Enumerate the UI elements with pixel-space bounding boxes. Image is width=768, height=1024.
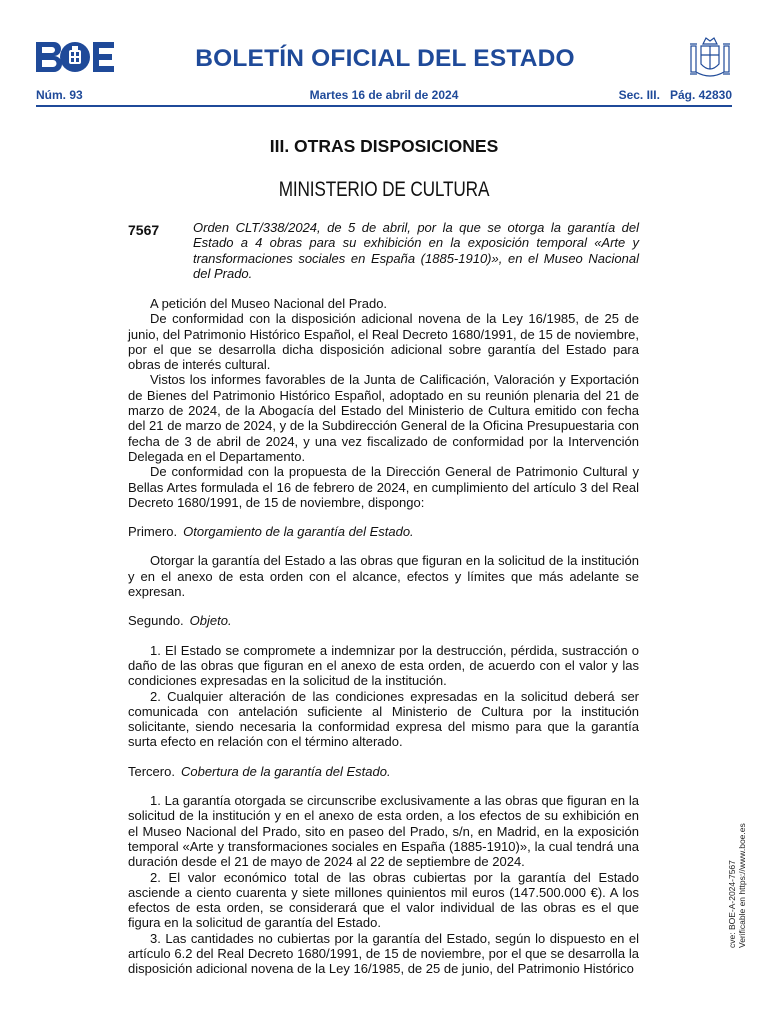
paragraph: 1. La garantía otorgada se circunscribe exclusivamente a las obras que figuran en la solicitud de la institución y en el anexo de esta orden, a los efectos de su exhibición en el Museo Nacional del Prado, sito en paseo del Prado, s/n, en Madrid, en la exposición temporal «Arte y transformaciones sociales en España (1885-1910)», la cual tendrá una duración desde el 21 de mayo de 2024 al 22 de septiembre de 2024. [128,793,639,870]
document-summary: Orden CLT/338/2024, de 5 de abril, por la que se otorga la garantía del Estado a 4 obras para su exhibición en la exposición temporal «Arte y transformaciones sociales en España (1885-1910)», en el Museo Nacional del Prado. [193,220,639,281]
article-title: Objeto. [189,613,232,629]
paragraph: A petición del Museo Nacional del Prado. [150,296,388,311]
verification-note [727,823,747,948]
bulletin-title: BOLETÍN OFICIAL DEL ESTADO [195,45,575,72]
article-heading [128,524,639,539]
page-number: Pág. 42830 [669,88,732,102]
boe-logo [36,42,114,72]
coat-of-arms-icon [689,36,731,80]
article-title: Otorgamiento de la garantía del Estado. [183,524,414,540]
issue-number: Núm. 93 [36,88,83,102]
paragraph: 1. El Estado se compromete a indemnizar por la destrucción, pérdida, sustracción o daño de las obras que figuran en el anexo de esta orden, de acuerdo con el valor y las condiciones expresadas en la solicitud de la institución. [128,642,639,689]
article-label: Primero. [128,524,178,540]
section-label: Sec. III. [618,88,660,102]
issue-date: Martes 16 de abril de 2024 [309,88,459,102]
paragraph: 3. Las cantidades no cubiertas por la garantía del Estado, según lo dispuesto en el artículo 6.2 del Real Decreto 1680/1991, de 15 de noviembre, por el que se desarrolla la disposición adicional novena de la Ley 16/1985, de 25 de junio, del Patrimonio Histórico [128,930,639,977]
section-page [619,88,732,102]
paragraph: De conformidad con la propuesta de la Dirección General de Patrimonio Cultural y Bellas Artes formulada el 16 de febrero de 2024, en cumplimiento del artículo 3 del Real Decreto 1680/1991, de 15 de noviembre, dispongo: [128,464,639,510]
paragraph: Otorgar la garantía del Estado a las obras que figuran en la solicitud de la institución y en el anexo de esta orden con el alcance, efectos y límites que más adelante se expresan. [128,553,639,600]
header-rule [36,105,732,107]
paragraph: De conformidad con la disposición adicional novena de la Ley 16/1985, de 25 de junio, del Patrimonio Histórico Español, el Real Decreto 1680/1991, de 15 de noviembre, por el que se desarrolla dicha disposición adicional sobre garantía del Estado para obras de interés cultural. [128,311,639,373]
ministry-heading: MINISTERIO DE CULTURA [278,178,490,201]
article-heading [128,613,639,628]
article-label: Tercero. [128,763,175,779]
article-title: Cobertura de la garantía del Estado. [180,763,391,779]
paragraph: 2. El valor económico total de las obras cubiertas por la garantía del Estado asciende a ciento cuarenta y siete millones quinientos mil euros (147.500.000 €). A los efectos de esta orden, se considerará que el valor individual de las obras es el que figura en la solicitud de garantía del Estado. [128,869,639,931]
paragraph: 2. Cualquier alteración de las condiciones expresadas en la solicitud deberá ser comunicada con antelación suficiente al Ministerio de Cultura por la institución solicitante, siendo necesaria la conformidad expresa del mismo para que la garantía surta efecto en relación con el término alterado. [128,688,639,750]
document-body [128,296,639,977]
paragraph: Vistos los informes favorables de la Junta de Calificación, Valoración y Exportación de Bienes del Patrimonio Histórico Español, adoptado en su reunión plenaria del 21 de marzo de 2024, de la Abogacía del Estado del Ministerio de Cultura emitido con fecha del 21 de marzo de 2024, y de la Subdirección General de la Oficina Presupuestaria con fecha de 3 de abril de 2024, y una vez fiscalizado de conformidad por la Intervención Delegada en el Departamento. [128,372,639,464]
article-label: Segundo. [128,613,184,629]
verification-link[interactable]: Verificable en https://www.boe.es [737,823,747,948]
section-heading: III. OTRAS DISPOSICIONES [269,136,499,156]
document-number: 7567 [128,222,160,238]
article-heading [128,764,639,779]
cve-code: cve: BOE-A-2024-7567 [727,860,737,948]
